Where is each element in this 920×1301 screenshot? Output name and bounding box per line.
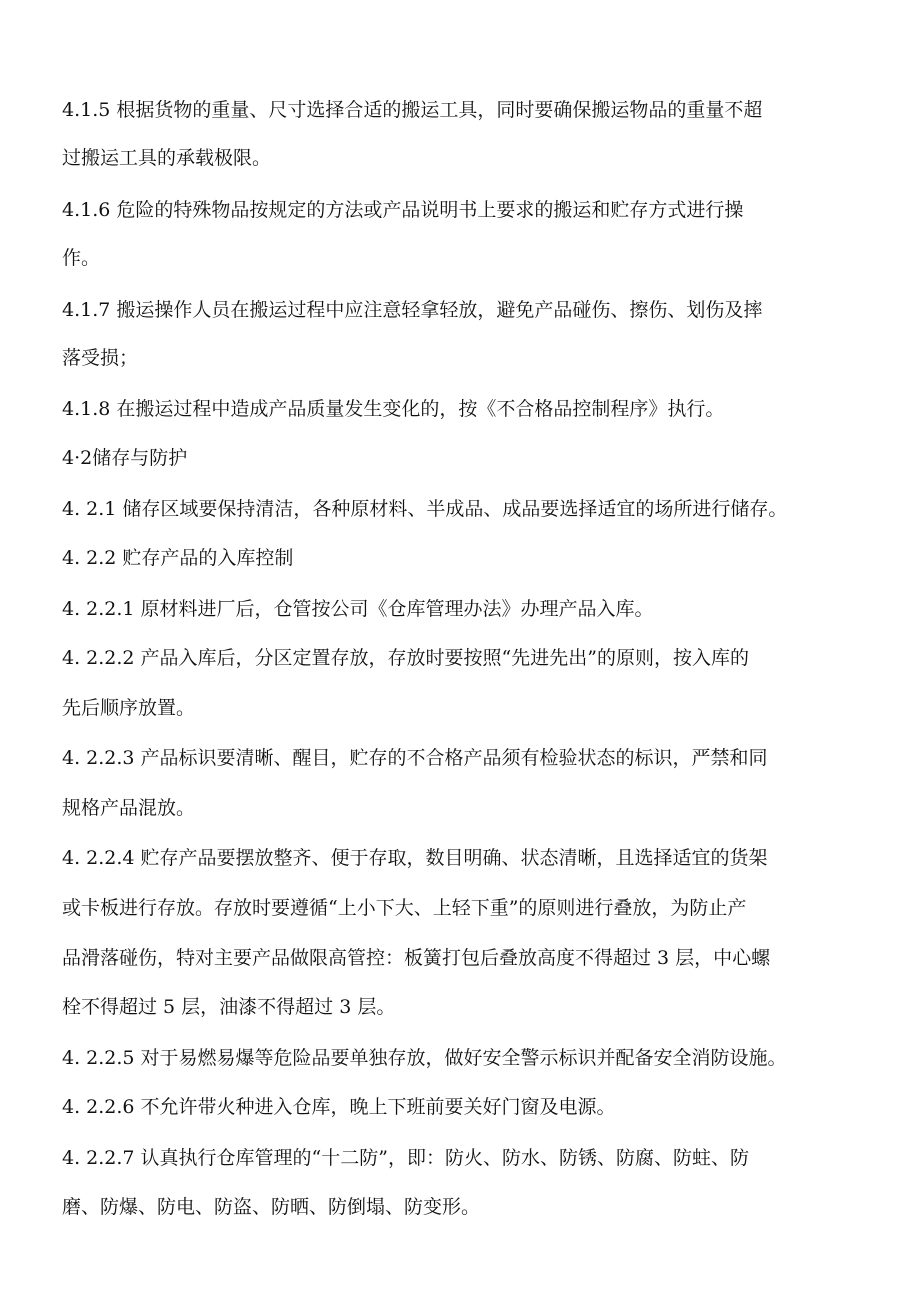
section-heading-4-2: 4·2储存与防护 — [62, 447, 188, 469]
para-4-2-2-4-line-3: 品滑落碰伤，特对主要产品做限高管控：板簧打包后叠放高度不得超过 3 层，中心螺 — [62, 947, 771, 969]
para-4-1-7-line-2: 落受损； — [62, 347, 139, 369]
para-4-2-2-4-line-2: 或卡板进行存放。存放时要遵循“上小下大、上轻下重”的原则进行叠放，为防止产 — [62, 897, 747, 919]
para-4-1-5-line-2: 过搬运工具的承载极限。 — [62, 147, 272, 169]
para-4-2-2-6: 4. 2.2.6 不允许带火种进入仓库，晚上下班前要关好门窗及电源。 — [62, 1096, 616, 1118]
para-4-2-2-3-line-1: 4. 2.2.3 产品标识要清晰、醒目，贮存的不合格产品须有检验状态的标识，严禁和同 — [62, 747, 768, 769]
para-4-1-6-line-2: 作。 — [62, 247, 101, 269]
para-4-2-2-2-line-2: 先后顺序放置。 — [62, 697, 196, 719]
para-4-2-1: 4. 2.1 储存区域要保持清洁，各种原材料、半成品、成品要选择适宜的场所进行储存。 — [62, 498, 788, 520]
para-4-2-2-1: 4. 2.2.1 原材料进厂后，仓管按公司《仓库管理办法》办理产品入库。 — [62, 598, 654, 620]
para-4-2-2-3-line-2: 规格产品混放。 — [62, 797, 196, 819]
para-4-1-7-line-1: 4.1.7 搬运操作人员在搬运过程中应注意轻拿轻放，避免产品碰伤、擦伤、划伤及摔 — [62, 299, 763, 321]
para-4-2-2-2-line-1: 4. 2.2.2 产品入库后，分区定置存放，存放时要按照“先进先出”的原则，按入库的 — [62, 647, 749, 669]
para-4-2-2-7-line-2: 磨、防爆、防电、防盗、防晒、防倒塌、防变形。 — [62, 1196, 481, 1218]
para-4-2-2-5: 4. 2.2.5 对于易燃易爆等危险品要单独存放，做好安全警示标识并配备安全消防设施。 — [62, 1047, 787, 1069]
para-4-2-2-7-line-1: 4. 2.2.7 认真执行仓库管理的“十二防”，即：防火、防水、防锈、防腐、防蛀、防 — [62, 1147, 749, 1169]
para-4-1-6-line-1: 4.1.6 危险的特殊物品按规定的方法或产品说明书上要求的搬运和贮存方式进行操 — [62, 199, 744, 221]
para-4-2-2-4-line-4: 栓不得超过 5 层，油漆不得超过 3 层。 — [62, 996, 396, 1018]
para-4-2-2-4-line-1: 4. 2.2.4 贮存产品要摆放整齐、便于存取，数目明确、状态清晰，且选择适宜的货架 — [62, 847, 768, 869]
para-4-1-8: 4.1.8 在搬运过程中造成产品质量发生变化的，按《不合格品控制程序》执行。 — [62, 398, 725, 420]
para-4-1-5-line-1: 4.1.5 根据货物的重量、尺寸选择合适的搬运工具，同时要确保搬运物品的重量不超 — [62, 99, 763, 121]
para-4-2-2: 4. 2.2 贮存产品的入库控制 — [62, 547, 294, 569]
